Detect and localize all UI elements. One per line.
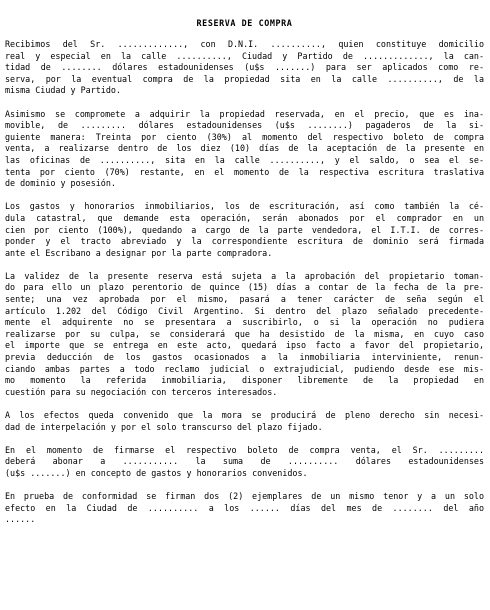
paragraph-gap	[5, 97, 484, 109]
paragraph-1-line-1: Recibimos del Sr. ............., con D.N.I. .........., quien constituye domicilio	[5, 39, 484, 49]
paragraph-2-line-1: Asimismo se compromete a adquirir la propiedad reservada, en el precio, que es ina-	[5, 108, 484, 119]
paragraph-2-line-6: tenta por ciento (70%) restante, en el momento de la respectiva escritura traslativa	[5, 166, 484, 177]
paragraph-gap	[5, 259, 484, 271]
paragraph-6-line-3: (u$s .......) en concepto de gastos y honorarios convenidos.	[5, 467, 308, 478]
paragraph-4-line-10: mo momento la referida inmobiliaria, disponer libremente de la propiedad en	[5, 375, 484, 386]
paragraph-7-line-1: En prueba de conformidad se firman dos (2) ejemplares de un mismo tenor y a un solo	[5, 491, 484, 502]
paragraph-3-line-4: ponder y el tracto abreviado y la correspondiente escritura de dominio será firmada	[5, 236, 484, 247]
paragraph-3-line-1: Los gastos y honorarios inmobiliarios, los de escrituración, así como también la cé-	[5, 201, 484, 212]
paragraph-4-line-7: el importe que se entrega en este acto, quedará ipso facto a favor del propietario,	[5, 340, 484, 351]
paragraph-1-line-4: serva, por la eventual compra de la propiedad sita en la calle .........., de la	[5, 73, 484, 84]
paragraph-3-line-2: dula catastral, que demande esta operación, serán abonados por el comprador en un	[5, 212, 484, 223]
document-body	[5, 39, 484, 526]
paragraph-4-line-2: do para ello un plazo perentorio de quince (15) días a contar de la fecha de la pre-	[5, 282, 484, 293]
paragraph-3-line-3: cien por ciento (100%), quedando a cargo de la parte vendedora, el I.T.I. de corres-	[5, 224, 484, 235]
paragraph-7-line-3: ......	[5, 514, 36, 525]
paragraph-2-line-4: venta, a realizarse dentro de los diez (10) días de la aceptación de la presente en	[5, 143, 484, 154]
paragraph-4-line-9: ciando ambas partes a todo reclamo judicial o extrajudicial, pudiendo desde ese mis-	[5, 363, 484, 374]
paragraph-gap	[5, 433, 484, 445]
paragraph-2-line-2: movible, de ......... dólares estadounidenses (u$s ........) pagaderos de la si-	[5, 120, 484, 131]
paragraph-1-line-3: tidad de ........ dólares estadounidenses (u$s .......) para ser aplicados como re-	[5, 62, 484, 73]
paragraph-gap	[5, 190, 484, 202]
paragraph-2-line-3: guiente manera: Treinta por ciento (30%) al momento del respectivo boleto de compra	[5, 131, 484, 142]
paragraph-6-line-1: En el momento de firmarse el respectivo boleto de compra venta, el Sr. .........	[5, 444, 484, 455]
paragraph-4-line-3: sente; una vez aprobada por el mismo, pasará a tener carácter de seña según el	[5, 294, 484, 305]
document-title: RESERVA DE COMPRA	[196, 18, 293, 28]
paragraph-4-line-8: previa deducción de los gastos ocasionados a la inmobiliaria interviniente, renun-	[5, 352, 484, 363]
paragraph-5-line-2: dad de interpelación y por el solo transcurso del plazo fijado.	[5, 421, 323, 432]
paragraph-7-line-2: efecto en la Ciudad de .......... a los ...... días del mes de ........ del año	[5, 502, 484, 513]
paragraph-2-line-7: de dominio y posesión.	[5, 178, 116, 189]
paragraph-4-line-4: artículo 1.202 del Código Civil Argentino. Si dentro del plazo señalado precedente-	[5, 305, 484, 316]
paragraph-4-line-1: La validez de la presente reserva está sujeta a la aprobación del propietario toman-	[5, 270, 484, 281]
paragraph-gap	[5, 398, 484, 410]
paragraph-6-line-2: deberá abonar a ........... la suma de .......... dólares estadounidenses	[5, 456, 484, 467]
paragraph-4-line-6: realizarse por su culpa, se considerará que ha desistido de la misma, en cuyo caso	[5, 328, 484, 339]
paragraph-1-line-5: misma Ciudad y Partido.	[5, 85, 121, 96]
paragraph-3-line-5: ante el Escribano a designar por la parte compradora.	[5, 247, 273, 258]
paragraph-2-line-5: las oficinas de .........., sita en la calle .........., y el saldo, o sea el se-	[5, 154, 484, 165]
paragraph-1-line-2: real y especial en la calle .........., Ciudad y Partido de ............., la can-	[5, 50, 484, 61]
paragraph-5-line-1: A los efectos queda convenido que la mora se producirá de pleno derecho sin necesi-	[5, 410, 484, 420]
paragraph-4-line-5: mente el adquirente no se presentara a suscribirlo, o si la operación no pudiera	[5, 317, 484, 328]
paragraph-gap	[5, 480, 484, 492]
paragraph-4-line-11: cuestión para su negociación con terceros interesados.	[5, 386, 278, 397]
